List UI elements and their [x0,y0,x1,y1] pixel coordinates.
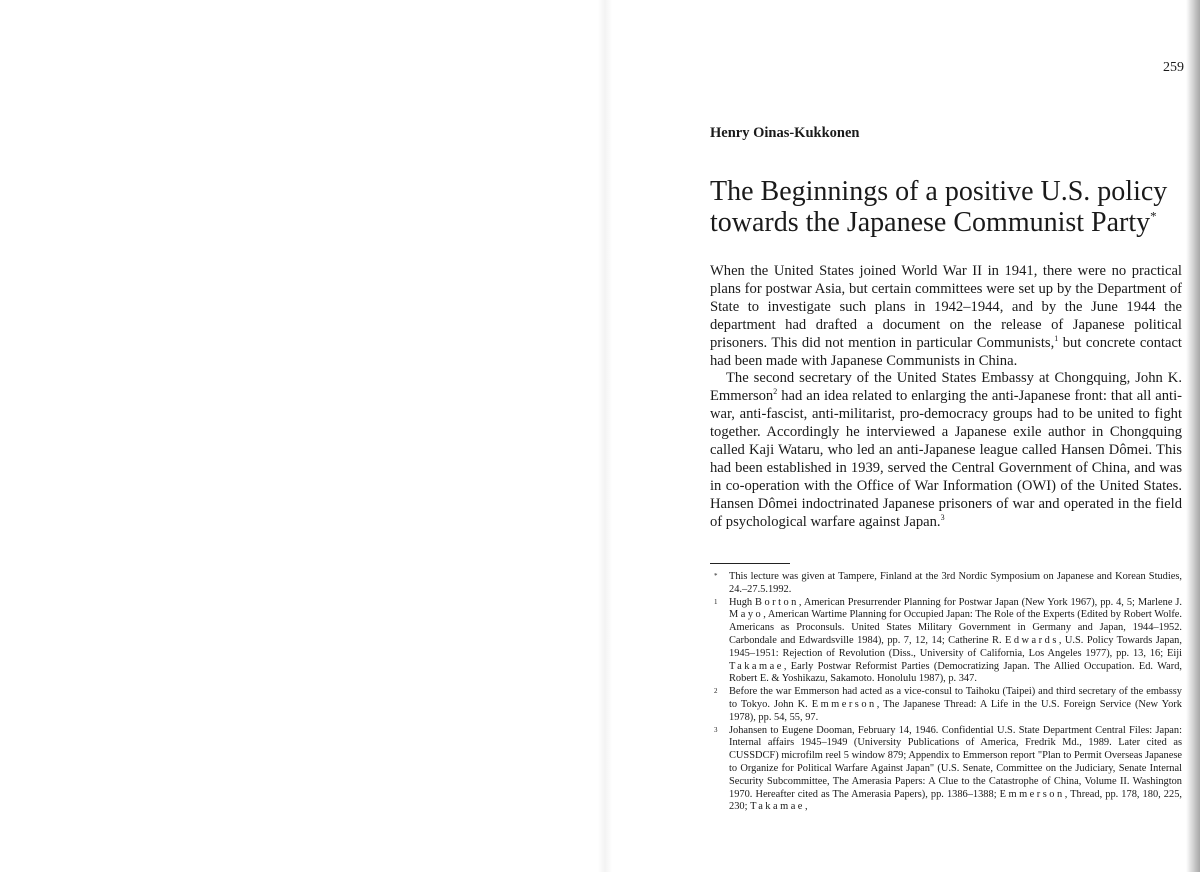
footnote-author-name: Emmerson [811,698,877,710]
footnote-text: , American Presurrender Planning for Postwar Japan (New York 1967), pp. 4, 5; Marlene J. [798,596,1183,608]
footnote-ref-2: 2 [773,387,778,397]
footnote-author-name: Emmerson [999,788,1065,800]
footnote-separator [710,563,790,564]
footnotes [710,571,1182,814]
footnote-marker: 1 [714,597,718,606]
paragraph-2 [710,370,1182,531]
footnote-text: , U.S. Policy Towards Japan, 1945–1951: Rejection of Revolution (Diss., University of California, Los Angeles 1977), pp. 13, 16; Eiji [729,634,1182,659]
footnote-marker: * [714,572,718,580]
title-line-2: towards the Japanese Communist Party [710,207,1151,238]
footnote-marker: 2 [714,687,718,696]
footnote-author-name: Takamae [750,801,805,813]
footnote-author-name: Takamae [729,660,784,672]
footnote-author-name: Mayo [729,609,764,621]
footnote-text: Johansen to Eugene Dooman, February 14, 1946. Confidential U.S. State Department Central Files: Japan: Internal affairs 1945–1949 (University Publications of America, Fredrik Md., 1989. Later cited as CUSSDCF) microfilm reel 5 window 879; Appendix to Emmerson report "Plan to Permit Overseas Japanese to Organize for Political Warfare Against Japan" (U.S. Senate, Committee on the Judiciary, Senate Internal Security Subcommittee, The Amerasia Papers: A Clue to the Catastrophe of China, Volume II. Washington 1970. Hereafter cited as The Amerasia Papers), pp. 1386–1388; [729,724,1182,800]
body-text [710,263,1182,532]
paragraph-1-text-a: When the United States joined World War II in 1941, there were no practical plans for postwar Asia, but certain committees were set up by the Department of State to investigate such plans in 1942–1944, and by the June 1944 the department had drafted a document on the release of Japanese political prisoners. This did not mention in particular Communists, [710,263,1182,351]
footnote-1 [710,597,1182,687]
article-title [710,176,1180,238]
footnote-text: , Early Postwar Reformist Parties (Democratizing Japan. The Allied Occupation. Ed. Ward, Robert E. & Yoshikazu, Sakamoto. Honolulu 1987), p. 347. [729,660,1182,685]
footnote-text: Before the war Emmerson had acted as a vice-consul to Taihoku (Taipei) and third secretary of the embassy to Tokyo. John K. [729,686,1182,710]
footnote-text: , American Wartime Planning for Occupied Japan: The Role of the Experts (Edited by Robert Wolfe. Americans as Proconsuls. United States Military Government in Germany and Japan, 1944–1952. Carbondale and Edwardsville 1984), pp. 7, 12, 14; Catherine R. [729,609,1182,646]
footnote-ref-1: 1 [1054,333,1059,343]
footnote-text: , [804,801,808,813]
book-spine [598,0,612,872]
footnote-text: , The Japanese Thread: A Life in the U.S. Foreign Service (New York 1978), pp. 54, 55, 97. [729,698,1182,723]
paragraph-1-text-b: but concrete contact had been made with Japanese Communists in China. [710,334,1182,369]
footnote-3 [710,725,1182,815]
footnote-star [710,571,1182,597]
title-line-1: The Beginnings of a positive U.S. policy [710,176,1168,207]
footnote-ref-3: 3 [940,512,945,522]
paragraph-1 [710,263,1182,370]
footnote-text: This lecture was given at Tampere, Finland at the 3rd Nordic Symposium on Japanese and Korean Studies, 24.–27.5.1992. [729,571,1182,595]
footnote-author-name: Borton [755,596,799,608]
author-name: Henry Oinas-Kukkonen [710,125,860,141]
footnote-text: , Thread, pp. 178, 180, 225, 230; [729,788,1182,813]
page-number: 259 [1163,60,1184,75]
footnote-text: Hugh [729,596,756,608]
paragraph-2-text-b: had an idea related to enlarging the anti-Japanese front: that all anti-war, anti-fascist, anti-militarist, pro-democracy groups had to be united to fight together. Accordingly he interviewed a Japanese exile author in Chongquing called Kaji Wataru, who led an anti-Japanese league called Hansen Dômei. This had been established in 1939, served the Central Government of China, and was in co-operation with the Office of War Information (OWI) of the United States. Hansen Dômei indoctrinated Japanese prisoners of war and operated in the field of psychological warfare against Japan. [710,388,1182,530]
footnote-marker: 3 [714,725,718,734]
title-footnote-marker: * [1150,208,1157,224]
footnote-2 [710,686,1182,724]
page-edge-shadow [1186,0,1200,872]
paragraph-2-text-a: The second secretary of the United States Embassy at Chongquing, John K. Emmerson [710,370,1182,405]
footnote-author-name: Edwards [1005,634,1059,646]
